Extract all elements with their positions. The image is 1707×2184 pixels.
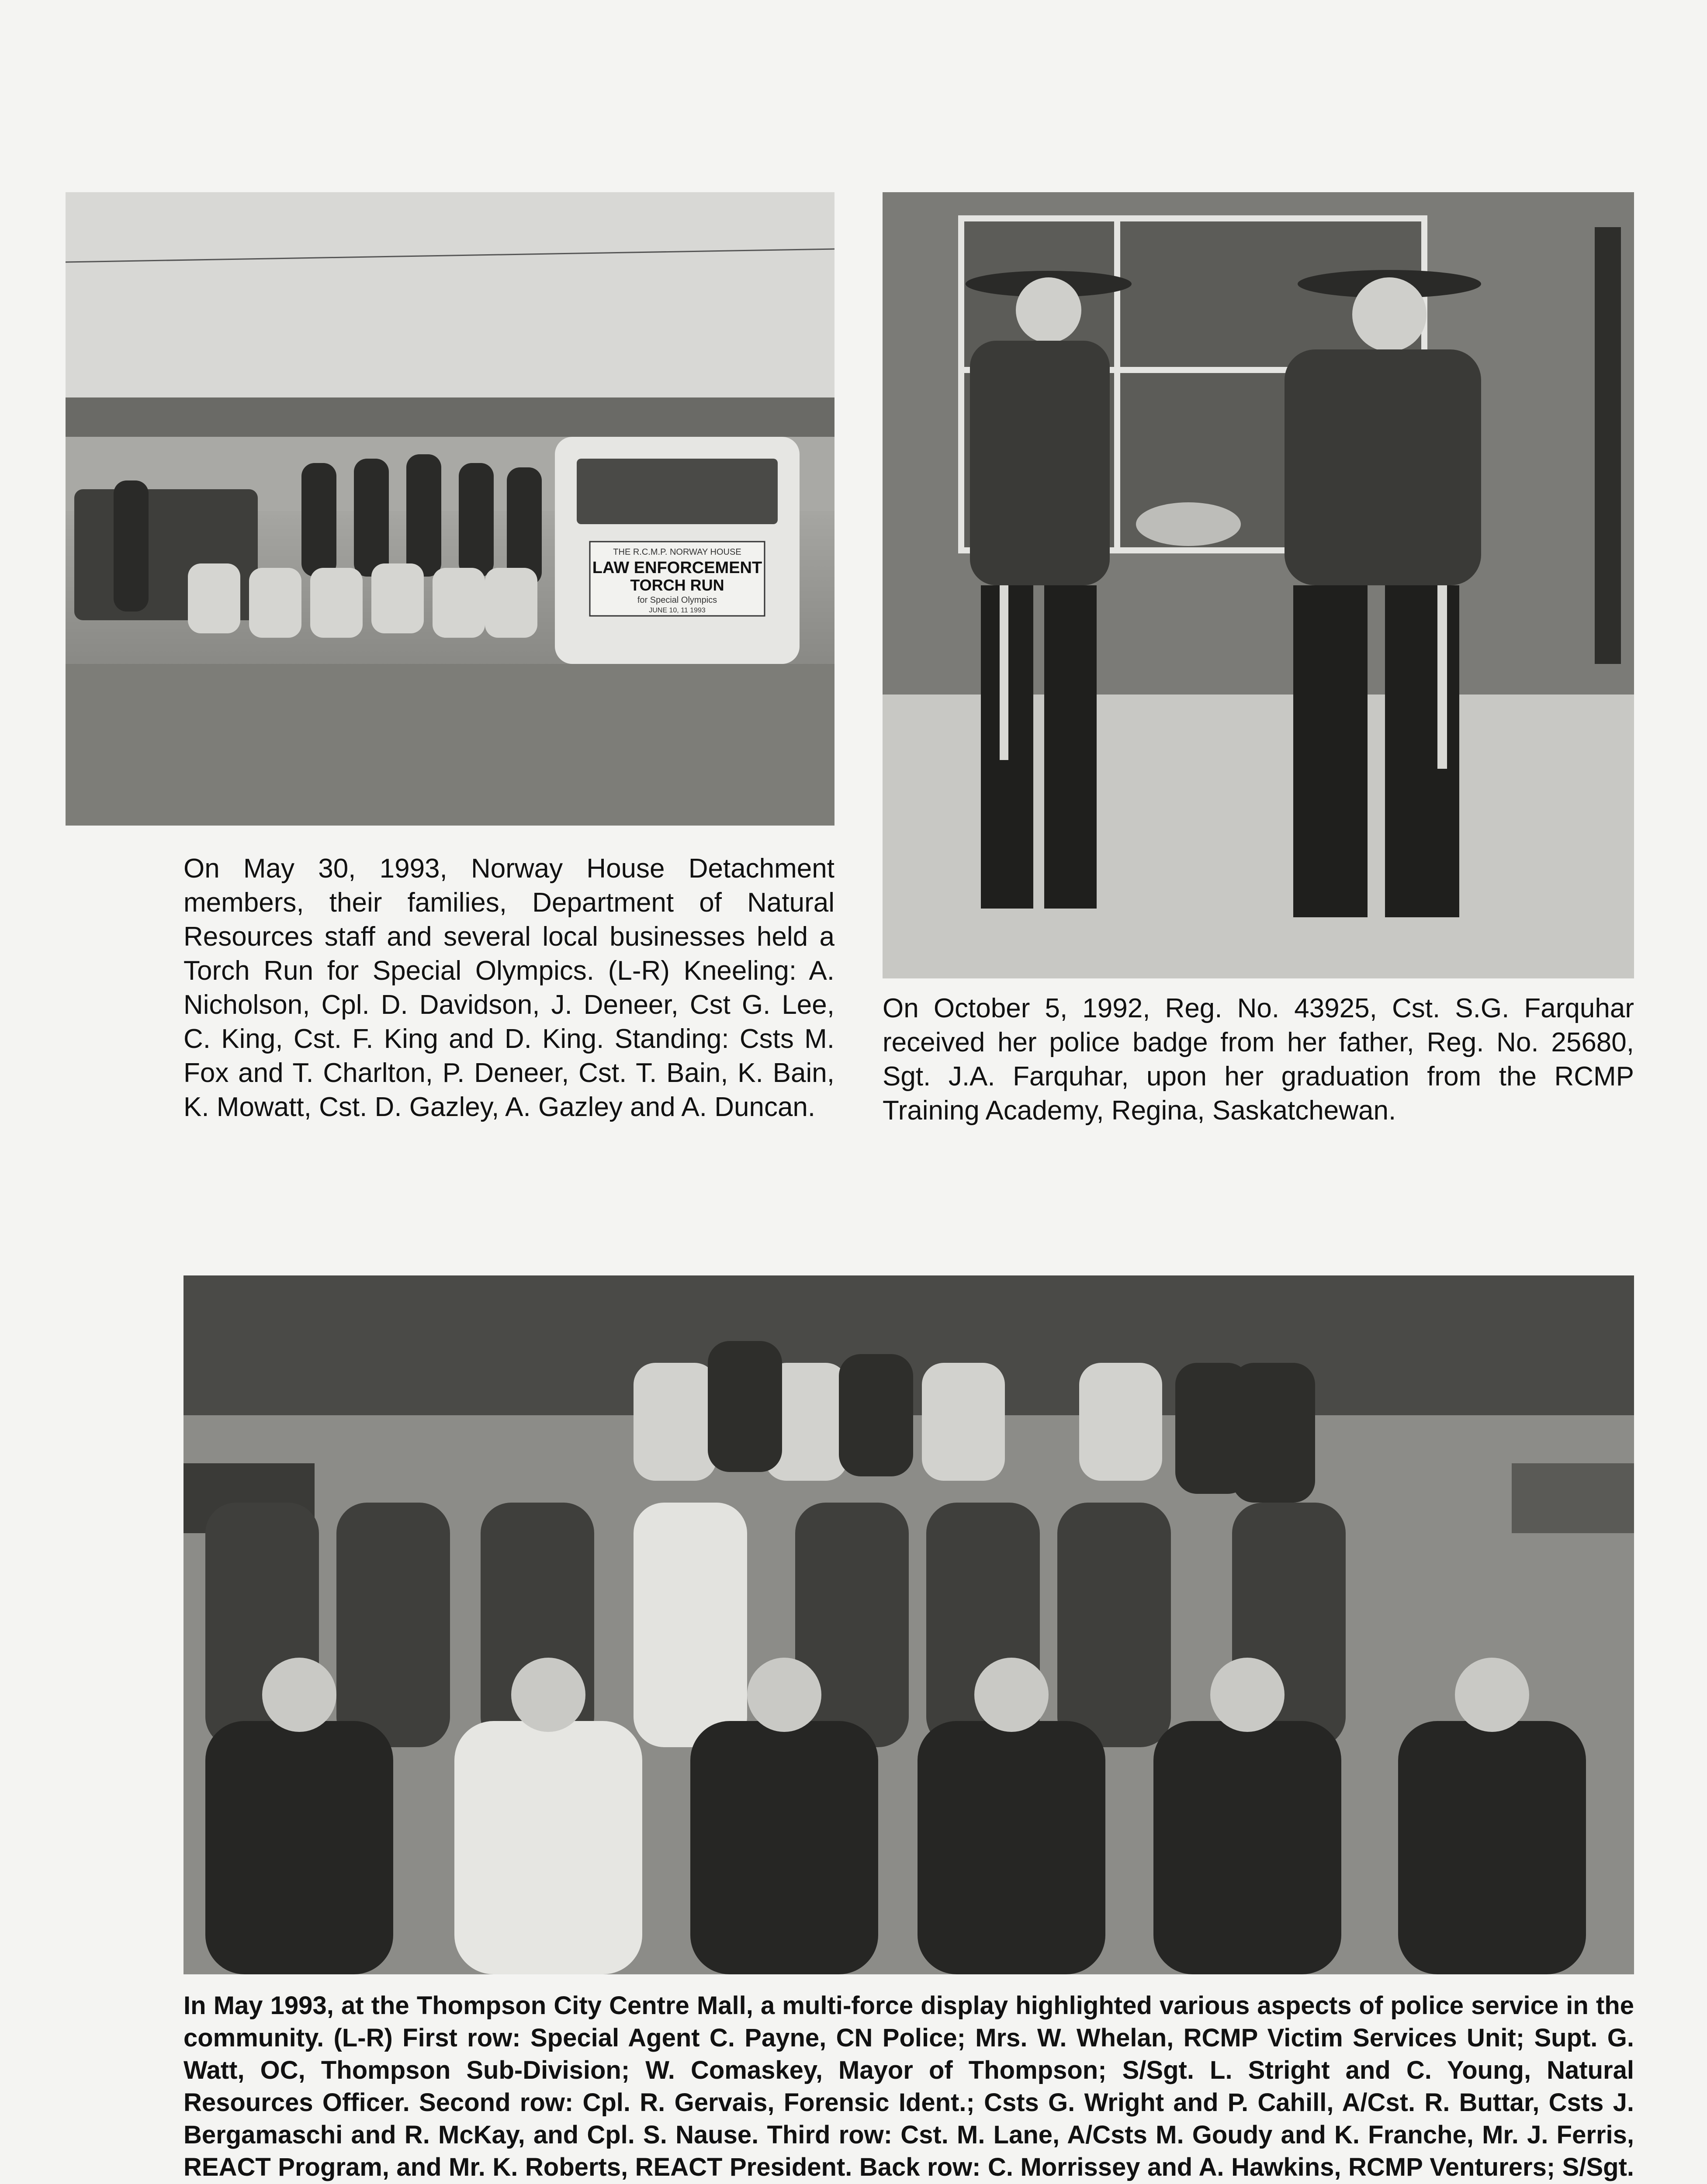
van-sign-line2: TORCH RUN: [630, 576, 724, 594]
caption-graduation: On October 5, 1992, Reg. No. 43925, Cst. S.G. Farquhar received her police badge from her father, Reg. No. 25680, Sgt. J.A. Farquhar, upon her graduation from the RCMP Training Academy, Regina, Saskatchewan.: [883, 993, 1634, 1126]
torch-run-scene: [66, 192, 834, 826]
graduation-scene: [883, 192, 1634, 978]
photo-graduation: [883, 192, 1634, 978]
van-sign-line4: JUNE 10, 11 1993: [649, 607, 706, 614]
van-sign-line3: for Special Olympics: [637, 595, 717, 605]
van-sign-line1: LAW ENFORCEMENT: [592, 559, 762, 577]
caption-torch-run: On May 30, 1993, Norway House Detachment members, their families, Department of Natural Resources staff and several local businesses held a Torch Run for Special Olympics. (L-R) Kneeling: A. Nicholson, Cpl. D. Davidson, J. Deneer, Cst G. Lee, C. King, Cst. F. King and D. King. Standing: Csts M. Fox and T. Charlton, P. Deneer, Cst. T. Bain, K. Bain, K. Mowatt, Cst. D. Gazley, A. Gazley and A. Duncan.: [184, 854, 834, 1122]
photo-torch-run: [66, 192, 834, 826]
photo-group: [184, 1275, 1634, 1974]
group-scene: [184, 1275, 1634, 1974]
caption-group: In May 1993, at the Thompson City Centre Mall, a multi-force display highlighted various aspects of police service in the community. (L-R) First row: Special Agent C. Payne, CN Police; Mrs. W. Whelan, RCMP Victim Services Unit; Supt. G. Watt, OC, Thompson Sub-Division; W. Comaskey, Mayor of Thompson; S/Sgt. L. Stright and C. Young, Natural Resources Officer. Second row: Cpl. R. Gervais, Forensic Ident.; Csts G. Wright and P. Cahill, A/Cst. R. Buttar, Csts J. Bergamaschi and R. McKay, and Cpl. S. Nause. Third row: Cst. M. Lane, A/Csts M. Goudy and K. Franche, Mr. J. Ferris, REACT Program, and Mr. K. Roberts, REACT President. Back row: C. Morrissey and A. Hawkins, RCMP Venturers; S/Sgt.: [184, 1991, 1634, 2181]
van-sign-title: THE R.C.M.P. NORWAY HOUSE: [613, 547, 741, 557]
